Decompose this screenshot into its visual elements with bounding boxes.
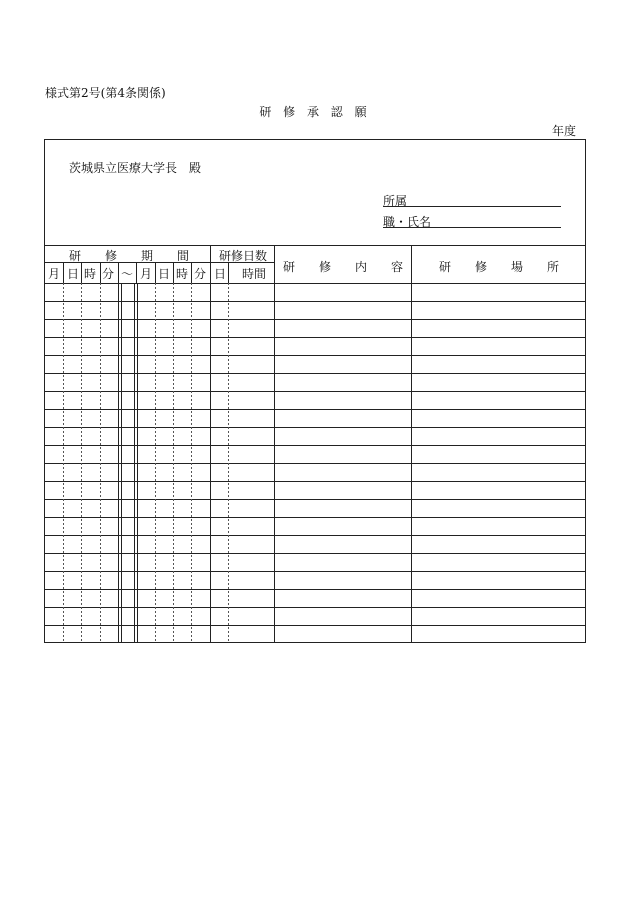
sub-minute: 分 [102, 267, 115, 281]
position-name-label: 職・氏名 [383, 215, 432, 229]
sub-tilde: 〜 [121, 267, 134, 281]
sub-days-day: 日 [214, 267, 227, 281]
sub-hour-end: 時 [176, 267, 189, 281]
affiliation-label: 所属 [383, 194, 408, 208]
sub-month-end: 月 [140, 267, 153, 281]
sub-days-hours: 時間 [242, 267, 267, 281]
sub-month: 月 [48, 267, 61, 281]
addressee: 茨城県立医療大学長 殿 [69, 161, 202, 175]
affiliation-field[interactable] [383, 206, 561, 207]
sub-hour: 時 [84, 267, 97, 281]
document-title: 研 修 承 認 願 [259, 105, 371, 119]
training-table [45, 245, 585, 643]
fiscal-year-label: 年度 [552, 124, 577, 138]
sub-minute-end: 分 [194, 267, 207, 281]
sub-day-end: 日 [158, 267, 171, 281]
place-header: 研 修 場 所 [439, 260, 560, 274]
position-name-field[interactable] [383, 227, 561, 228]
days-header: 研修日数 [219, 249, 268, 263]
content-header: 研 修 内 容 [283, 260, 404, 274]
period-header: 研 修 期 間 [69, 249, 190, 263]
application-form [44, 139, 586, 643]
sub-day: 日 [67, 267, 80, 281]
form-number: 様式第2号(第4条関係) [45, 86, 166, 100]
table-grid [45, 245, 585, 643]
